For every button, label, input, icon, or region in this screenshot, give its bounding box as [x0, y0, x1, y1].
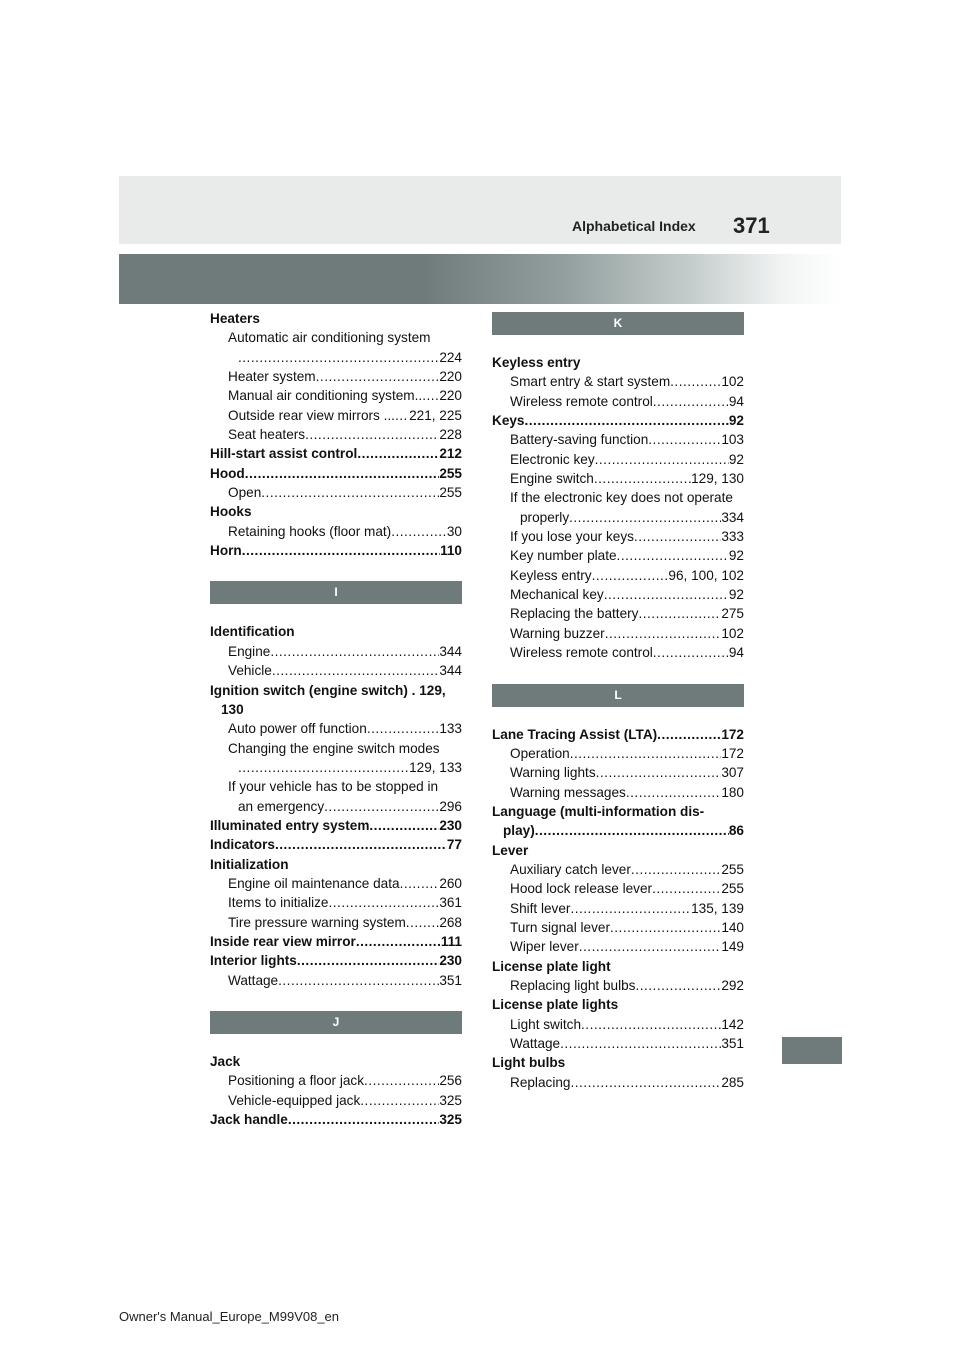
dot-leader: [638, 604, 721, 623]
dot-leader: [356, 932, 441, 951]
entry-label: Hooks: [210, 504, 252, 520]
index-subentry: [492, 392, 744, 411]
section-tab-marker: [782, 1037, 842, 1064]
page-reference: 230: [439, 817, 462, 833]
index-entry: [210, 464, 462, 483]
dot-leader: [357, 444, 439, 463]
entry-label: Open: [228, 485, 262, 501]
section-title: Alphabetical Index: [572, 218, 696, 234]
index-entry: [210, 541, 462, 560]
entry-label: Items to initialize: [228, 895, 329, 911]
page-reference: 230: [439, 953, 462, 969]
page-reference: 351: [721, 1036, 744, 1051]
index-subentry: [492, 566, 744, 585]
dot-leader: [631, 860, 721, 879]
gradient-bar: [119, 254, 841, 304]
page-reference: 94: [728, 393, 744, 409]
index-entry: [210, 932, 462, 951]
entry-label: Keyless entry: [510, 567, 592, 583]
index-column-left: [210, 309, 462, 1129]
dot-leader: [570, 744, 722, 763]
dot-leader: [364, 1071, 439, 1090]
entry-label: Jack: [210, 1054, 241, 1069]
dot-leader: [617, 546, 729, 565]
dot-leader: [275, 835, 447, 854]
index-entry: [492, 353, 744, 372]
dot-leader: [395, 406, 409, 425]
page-reference: 268: [439, 914, 462, 930]
index-subentry: [210, 328, 462, 347]
page-reference: 361: [439, 895, 462, 911]
entry-label: Indicators: [210, 837, 275, 853]
index-subentry: [492, 918, 744, 937]
page-reference: 220: [439, 388, 462, 404]
index-subentry: [210, 1071, 462, 1090]
entry-label: an emergency: [238, 798, 325, 814]
entry-label: Manual air conditioning system..: [228, 388, 423, 404]
dot-leader: [596, 763, 722, 782]
index-subentry: [492, 604, 744, 623]
entry-label: Warning buzzer: [510, 625, 605, 641]
dot-leader: [653, 643, 729, 662]
dot-leader: [605, 624, 722, 643]
entry-label: Engine: [228, 643, 271, 659]
entry-label: If your vehicle has to be stopped in: [228, 779, 439, 795]
dot-leader: [626, 783, 721, 802]
page-reference: 344: [439, 643, 462, 659]
page-reference: 255: [439, 465, 462, 481]
dot-leader: [648, 430, 721, 449]
index-subentry: [492, 879, 744, 898]
page-reference: 110: [440, 543, 462, 559]
dot-leader: [570, 1073, 721, 1092]
page-reference: 102: [721, 374, 744, 390]
dot-leader: [525, 411, 729, 430]
index-entry: [210, 1052, 462, 1071]
entry-label: Operation: [510, 745, 570, 761]
index-subentry: [492, 450, 744, 469]
entry-label: Warning messages: [510, 784, 626, 800]
index-subentry: [492, 488, 744, 507]
page-reference: 129, 130: [691, 471, 744, 487]
index-entry: [492, 802, 744, 821]
dot-leader: [288, 1110, 439, 1129]
index-subentry: [492, 1034, 744, 1053]
entry-label: Electronic key: [510, 451, 595, 467]
page-reference: 180: [721, 784, 744, 800]
index-subentry: [210, 797, 462, 816]
entry-label: Illuminated entry system: [210, 817, 370, 833]
index-subentry: [210, 913, 462, 932]
entry-label: Jack handle: [210, 1112, 288, 1128]
entry-label: Engine switch: [510, 471, 594, 487]
page-reference: 307: [721, 765, 744, 781]
entry-label: Vehicle-equipped jack: [228, 1092, 361, 1108]
index-subentry: [210, 739, 462, 758]
index-subentry: [492, 469, 744, 488]
index-subentry: [210, 719, 462, 738]
entry-label: Tire pressure warning system: [228, 914, 406, 930]
index-entry: [210, 951, 462, 970]
page-reference: 92: [728, 587, 744, 603]
entry-label: License plate light: [492, 958, 611, 974]
index-subentry: [492, 744, 744, 763]
entry-label: Replacing: [510, 1074, 571, 1090]
page-reference: 96, 100, 102: [668, 567, 744, 583]
page-reference: 142: [721, 1016, 744, 1032]
page-reference: 92: [728, 548, 744, 564]
entry-label: If the electronic key does not operate: [510, 490, 733, 506]
dot-leader: [238, 758, 409, 777]
entry-label: Language (multi-information dis-: [492, 803, 705, 819]
index-entry: [492, 821, 744, 840]
index-entry: [210, 835, 462, 854]
letter-header: J: [210, 1011, 462, 1034]
entry-label: Replacing the battery: [510, 606, 639, 622]
entry-label: Lane Tracing Assist (LTA): [492, 726, 658, 742]
index-entry: [210, 502, 462, 521]
dot-leader: [328, 893, 439, 912]
letter-header: I: [210, 581, 462, 604]
page-reference: 228: [439, 427, 462, 443]
index-entry: [210, 444, 462, 463]
entry-label: Changing the engine switch modes: [228, 740, 440, 756]
dot-leader: [278, 971, 439, 990]
dot-leader: [610, 918, 721, 937]
entry-label: Heater system: [228, 369, 316, 385]
page-reference: 30: [446, 523, 462, 539]
index-subentry: [492, 860, 744, 879]
index-entry: [210, 700, 462, 719]
index-subentry: [492, 430, 744, 449]
page-reference: 92: [728, 413, 744, 429]
index-subentry: [210, 483, 462, 502]
dot-leader: [592, 566, 669, 585]
page-reference: 94: [728, 645, 744, 661]
page-reference: 334: [721, 509, 744, 525]
page-reference: 102: [721, 625, 744, 641]
dot-leader: [245, 464, 440, 483]
page-reference: 296: [439, 798, 462, 814]
dot-leader: [360, 1091, 439, 1110]
dot-leader: [653, 392, 729, 411]
index-subentry: [492, 372, 744, 391]
footer-text: Owner's Manual_Europe_M99V08_en: [119, 1309, 340, 1324]
entry-label: Hood lock release lever: [510, 881, 653, 897]
dot-leader: [595, 450, 729, 469]
index-subentry: [210, 386, 462, 405]
entry-label: Auto power off function: [228, 721, 367, 737]
entry-label: Horn: [210, 543, 242, 559]
page-reference: 135, 139: [691, 900, 744, 916]
page-reference: 129, 133: [409, 759, 462, 775]
entry-label: Heaters: [210, 311, 260, 326]
index-subentry: [492, 937, 744, 956]
dot-leader: [570, 899, 691, 918]
dot-leader: [305, 425, 439, 444]
entry-label: Light bulbs: [492, 1055, 566, 1071]
entry-label: Identification: [210, 624, 295, 640]
dot-leader: [652, 879, 721, 898]
index-subentry: [210, 661, 462, 680]
index-entry: [210, 1110, 462, 1129]
entry-label: Auxiliary catch lever: [510, 861, 631, 877]
entry-label: Replacing light bulbs: [510, 977, 636, 993]
index-subentry: [210, 425, 462, 444]
page-number: 371: [733, 213, 770, 238]
entry-label: License plate lights: [492, 997, 619, 1013]
entry-label: Keys: [492, 413, 525, 429]
dot-leader: [324, 797, 439, 816]
dot-leader: [242, 541, 440, 560]
index-column-right: [492, 312, 744, 1092]
entry-label: Ignition switch (engine switch) . 129,: [210, 682, 446, 698]
dot-leader: [581, 1015, 721, 1034]
page-reference: 255: [721, 861, 744, 877]
dot-leader: [369, 816, 439, 835]
index-entry: [492, 411, 744, 430]
index-entry: [210, 816, 462, 835]
index-subentry: [492, 783, 744, 802]
page-reference: 275: [721, 606, 744, 622]
page-reference: 260: [439, 875, 462, 891]
entry-label: Lever: [492, 842, 529, 858]
index-entry: [492, 1053, 744, 1072]
page-reference: 351: [439, 972, 462, 988]
page-reference: 133: [439, 721, 462, 737]
entry-label: Wireless remote control: [510, 645, 653, 661]
index-subentry: [210, 893, 462, 912]
dot-leader: [400, 874, 440, 893]
index-subentry: [492, 899, 744, 918]
entry-label: Wattage: [510, 1036, 561, 1051]
page-reference: 212: [439, 446, 462, 462]
index-subentry: [210, 758, 462, 777]
page-reference: 333: [721, 529, 744, 545]
entry-label: Wireless remote control: [510, 393, 653, 409]
page-reference: 172: [721, 745, 744, 761]
entry-label: Light switch: [510, 1016, 582, 1032]
dot-leader: [367, 719, 440, 738]
page-reference: 77: [446, 837, 462, 853]
index-entry: [492, 995, 744, 1014]
dot-leader: [272, 661, 439, 680]
index-subentry: [210, 522, 462, 541]
index-subentry: [492, 527, 744, 546]
index-subentry: [492, 508, 744, 527]
entry-label: Turn signal lever: [510, 919, 610, 935]
entry-label: Inside rear view mirror: [210, 933, 356, 949]
page-reference: 256: [439, 1073, 462, 1089]
entry-label: Warning lights: [510, 765, 596, 781]
dot-leader: [422, 386, 439, 405]
entry-label: Automatic air conditioning system: [228, 330, 431, 346]
entry-label: Keyless entry: [492, 355, 581, 370]
index-entry: [210, 309, 462, 328]
index-subentry: [492, 643, 744, 662]
page-reference: 86: [728, 823, 744, 839]
index-entry: [492, 957, 744, 976]
entry-label: Positioning a floor jack: [228, 1073, 365, 1089]
index-subentry: [492, 1015, 744, 1034]
dot-leader: [670, 372, 721, 391]
index-subentry: [210, 777, 462, 796]
entry-label: Outside rear view mirrors ...: [228, 407, 395, 423]
dot-leader: [316, 367, 440, 386]
entry-label: Battery-saving function: [510, 432, 649, 448]
entry-label: Vehicle: [228, 663, 272, 679]
entry-label: 130: [221, 701, 244, 717]
dot-leader: [569, 508, 721, 527]
index-subentry: [210, 874, 462, 893]
index-entry: [492, 841, 744, 860]
page-reference: 140: [721, 919, 744, 935]
page-reference: 149: [721, 939, 744, 955]
dot-leader: [635, 976, 721, 995]
entry-label: If you lose your keys: [510, 529, 634, 545]
index-subentry: [210, 348, 462, 367]
dot-leader: [579, 937, 722, 956]
dot-leader: [594, 469, 691, 488]
page-reference: 224: [439, 349, 462, 365]
entry-label: properly: [520, 509, 570, 525]
dot-leader: [297, 951, 439, 970]
index-subentry: [492, 976, 744, 995]
dot-leader: [391, 522, 447, 541]
index-entry: [210, 681, 462, 700]
entry-label: Mechanical key: [510, 587, 604, 603]
letter-header: K: [492, 312, 744, 335]
entry-label: Engine oil maintenance data: [228, 875, 400, 891]
index-subentry: [492, 763, 744, 782]
entry-label: Shift lever: [510, 900, 571, 916]
index-entry: [492, 725, 744, 744]
index-subentry: [210, 406, 462, 425]
entry-label: Key number plate: [510, 548, 617, 564]
dot-leader: [634, 527, 721, 546]
index-subentry: [492, 624, 744, 643]
page-reference: 325: [439, 1112, 462, 1128]
dot-leader: [560, 1034, 721, 1053]
page-reference: 255: [439, 485, 462, 501]
dot-leader: [535, 821, 729, 840]
page-reference: 292: [721, 977, 744, 993]
letter-header: L: [492, 684, 744, 707]
dot-leader: [604, 585, 729, 604]
index-subentry: [210, 642, 462, 661]
page-reference: 220: [439, 369, 462, 385]
index-subentry: [210, 1091, 462, 1110]
entry-label: Wiper lever: [510, 939, 579, 955]
page-reference: 111: [440, 933, 462, 949]
entry-label: Retaining hooks (floor mat): [228, 523, 392, 539]
page-reference: 344: [439, 663, 462, 679]
dot-leader: [657, 725, 721, 744]
page-reference: 172: [721, 726, 744, 742]
entry-label: Interior lights: [210, 953, 297, 969]
page-reference: 221, 225: [409, 407, 462, 423]
page-reference: 255: [721, 881, 744, 897]
index-subentry: [492, 546, 744, 565]
entry-label: Hood: [210, 465, 245, 481]
entry-label: Smart entry & start system: [510, 374, 671, 390]
page-reference: 92: [728, 451, 744, 467]
entry-label: Seat heaters: [228, 427, 306, 443]
dot-leader: [406, 913, 440, 932]
index-subentry: [210, 367, 462, 386]
entry-label: Hill-start assist control: [210, 446, 358, 462]
page-reference: 285: [721, 1074, 744, 1090]
entry-label: play): [503, 823, 535, 839]
index-subentry: [210, 971, 462, 990]
dot-leader: [238, 348, 439, 367]
index-subentry: [492, 585, 744, 604]
entry-label: Wattage: [228, 972, 279, 988]
index-entry: [210, 855, 462, 874]
entry-label: Initialization: [210, 856, 289, 872]
index-entry: [210, 622, 462, 641]
dot-leader: [270, 642, 439, 661]
page-reference: 103: [721, 432, 744, 448]
dot-leader: [261, 483, 439, 502]
page-reference: 325: [439, 1092, 462, 1108]
index-subentry: [492, 1073, 744, 1092]
